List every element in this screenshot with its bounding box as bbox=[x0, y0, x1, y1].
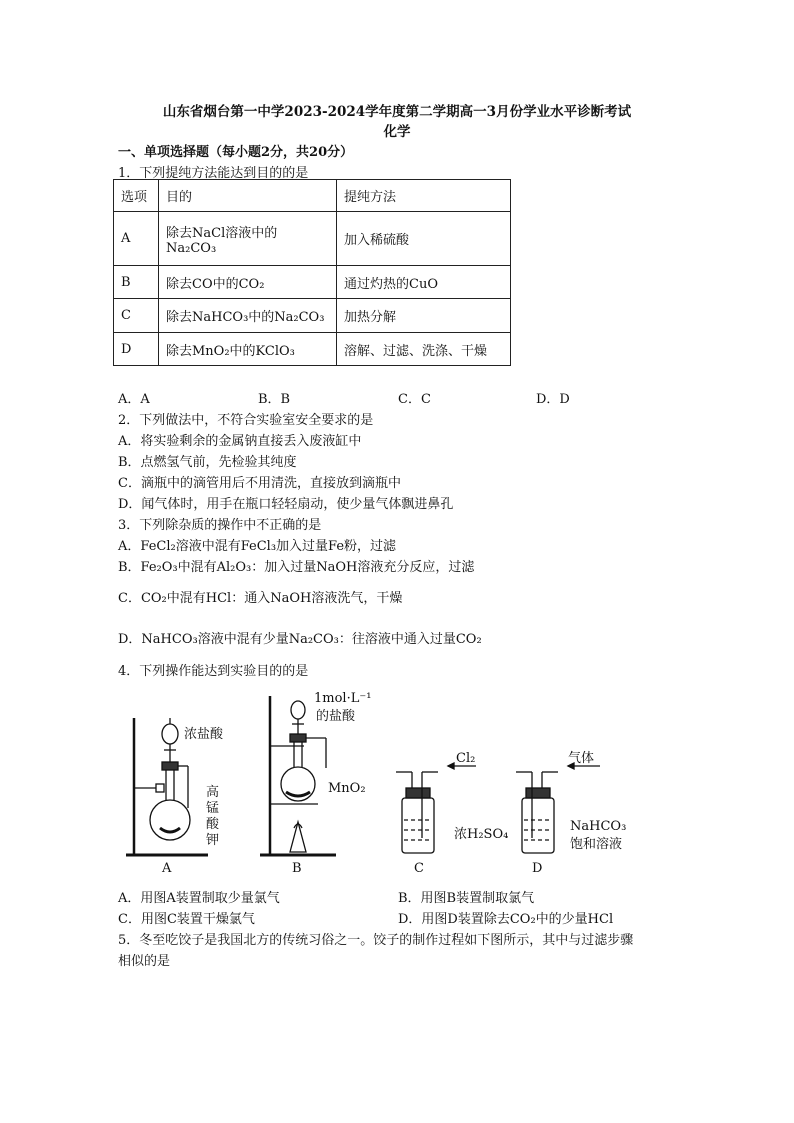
q3-option-b: B．Fe₂O₃中混有Al₂O₃：加入过量NaOH溶液充分反应，过滤 bbox=[118, 560, 475, 575]
label-gas: 气体 bbox=[568, 751, 595, 766]
table-cell: A bbox=[114, 212, 159, 266]
label-hcl-conc: 1mol·L⁻¹ bbox=[314, 691, 372, 706]
q2-option-c: C．滴瓶中的滴管用后不用清洗，直接放到滴瓶中 bbox=[118, 476, 401, 491]
table-cell: C bbox=[114, 299, 159, 333]
purpose-line: 除去NaCl溶液中的 bbox=[166, 225, 278, 241]
label-kmno4-char: 酸 bbox=[206, 817, 220, 832]
label-mno2: MnO₂ bbox=[328, 781, 366, 796]
apparatus-b bbox=[260, 691, 371, 876]
q3-option-c: C．CO₂中混有HCl：通入NaOH溶液洗气，干燥 bbox=[118, 591, 403, 606]
exam-title: 山东省烟台第一中学2023-2024学年度第二学期高一3月份学业水平诊断考试 bbox=[162, 104, 632, 120]
table-cell: 加热分解 bbox=[337, 299, 511, 333]
table-row bbox=[114, 266, 511, 299]
table-row bbox=[114, 212, 511, 266]
figure-label-c: C bbox=[414, 861, 424, 876]
label-kmno4-char: 钾 bbox=[206, 833, 220, 848]
label-conc-hcl: 浓盐酸 bbox=[184, 727, 224, 742]
table-cell: 溶解、过滤、洗涤、干燥 bbox=[337, 333, 511, 366]
q1-option-a: A．A bbox=[118, 392, 150, 407]
q3-option-a: A．FeCl₂溶液中混有FeCl₃加入过量Fe粉，过滤 bbox=[118, 539, 397, 554]
q2-option-d: D．闻气体时，用手在瓶口轻轻扇动，使少量气体飘进鼻孔 bbox=[118, 497, 454, 512]
table-cell: 加入稀硫酸 bbox=[337, 212, 511, 266]
label-hcl: 的盐酸 bbox=[316, 709, 356, 724]
table-cell: 除去MnO₂中的KClO₃ bbox=[159, 333, 337, 366]
table-cell: 除去CO中的CO₂ bbox=[159, 266, 337, 299]
figure-label-a: A bbox=[162, 861, 172, 876]
label-saturated-solution: 饱和溶液 bbox=[570, 837, 623, 852]
label-conc-h2so4: 浓H₂SO₄ bbox=[454, 827, 509, 842]
table-cell: D bbox=[114, 333, 159, 366]
apparatus-d bbox=[516, 750, 626, 876]
table-header-row bbox=[114, 180, 511, 212]
q3-option-d: D．NaHCO₃溶液中混有少量Na₂CO₃：往溶液中通入过量CO₂ bbox=[118, 632, 482, 647]
table-cell: 除去NaHCO₃中的Na₂CO₃ bbox=[159, 299, 337, 333]
q4-option-c: C．用图C装置干燥氯气 bbox=[118, 912, 255, 927]
q4-option-b: B．用图B装置制取氯气 bbox=[398, 891, 535, 906]
table-header-cell: 提纯方法 bbox=[337, 180, 511, 212]
q4-stem: 4．下列操作能达到实验目的的是 bbox=[118, 664, 309, 679]
q1-option-c: C．C bbox=[398, 392, 431, 407]
table-row bbox=[114, 299, 511, 333]
apparatus-figure bbox=[118, 688, 648, 878]
q1-table bbox=[113, 179, 511, 366]
table-header-cell: 选项 bbox=[114, 180, 159, 212]
q3-stem: 3．下列除杂质的操作中不正确的是 bbox=[118, 518, 322, 533]
q5-stem: 5．冬至吃饺子是我国北方的传统习俗之一。饺子的制作过程如下图所示，其中与过滤步骤 bbox=[118, 933, 634, 948]
purpose-line: Na₂CO₃ bbox=[166, 240, 217, 256]
label-cl2: Cl₂ bbox=[456, 751, 476, 766]
label-nahco3: NaHCO₃ bbox=[570, 819, 627, 834]
figure-label-b: B bbox=[292, 861, 302, 876]
q2-stem: 2．下列做法中，不符合实验室安全要求的是 bbox=[118, 413, 374, 428]
label-kmno4-char: 高 bbox=[206, 785, 220, 800]
table-cell bbox=[159, 212, 337, 266]
table-row bbox=[114, 333, 511, 366]
q1-option-b: B．B bbox=[258, 392, 291, 407]
q1-stem: 1．下列提纯方法能达到目的的是 bbox=[118, 166, 309, 181]
q2-option-b: B．点燃氢气前，先检验其纯度 bbox=[118, 455, 297, 470]
section-heading: 一、单项选择题（每小题2分，共20分） bbox=[118, 145, 354, 160]
subject-title: 化学 bbox=[383, 124, 411, 140]
label-kmno4-char: 锰 bbox=[206, 801, 220, 816]
table-cell: B bbox=[114, 266, 159, 299]
q1-option-d: D．D bbox=[536, 392, 570, 407]
q2-option-a: A．将实验剩余的金属钠直接丢入废液缸中 bbox=[118, 434, 362, 449]
q4-option-a: A．用图A装置制取少量氯气 bbox=[118, 891, 280, 906]
q4-option-d: D．用图D装置除去CO₂中的少量HCl bbox=[398, 912, 614, 927]
apparatus-a bbox=[126, 718, 224, 876]
table-header-cell: 目的 bbox=[159, 180, 337, 212]
q5-stem-cont: 相似的是 bbox=[118, 954, 171, 969]
table-cell: 通过灼热的CuO bbox=[337, 266, 511, 299]
apparatus-c bbox=[396, 751, 508, 876]
figure-label-d: D bbox=[532, 861, 543, 876]
